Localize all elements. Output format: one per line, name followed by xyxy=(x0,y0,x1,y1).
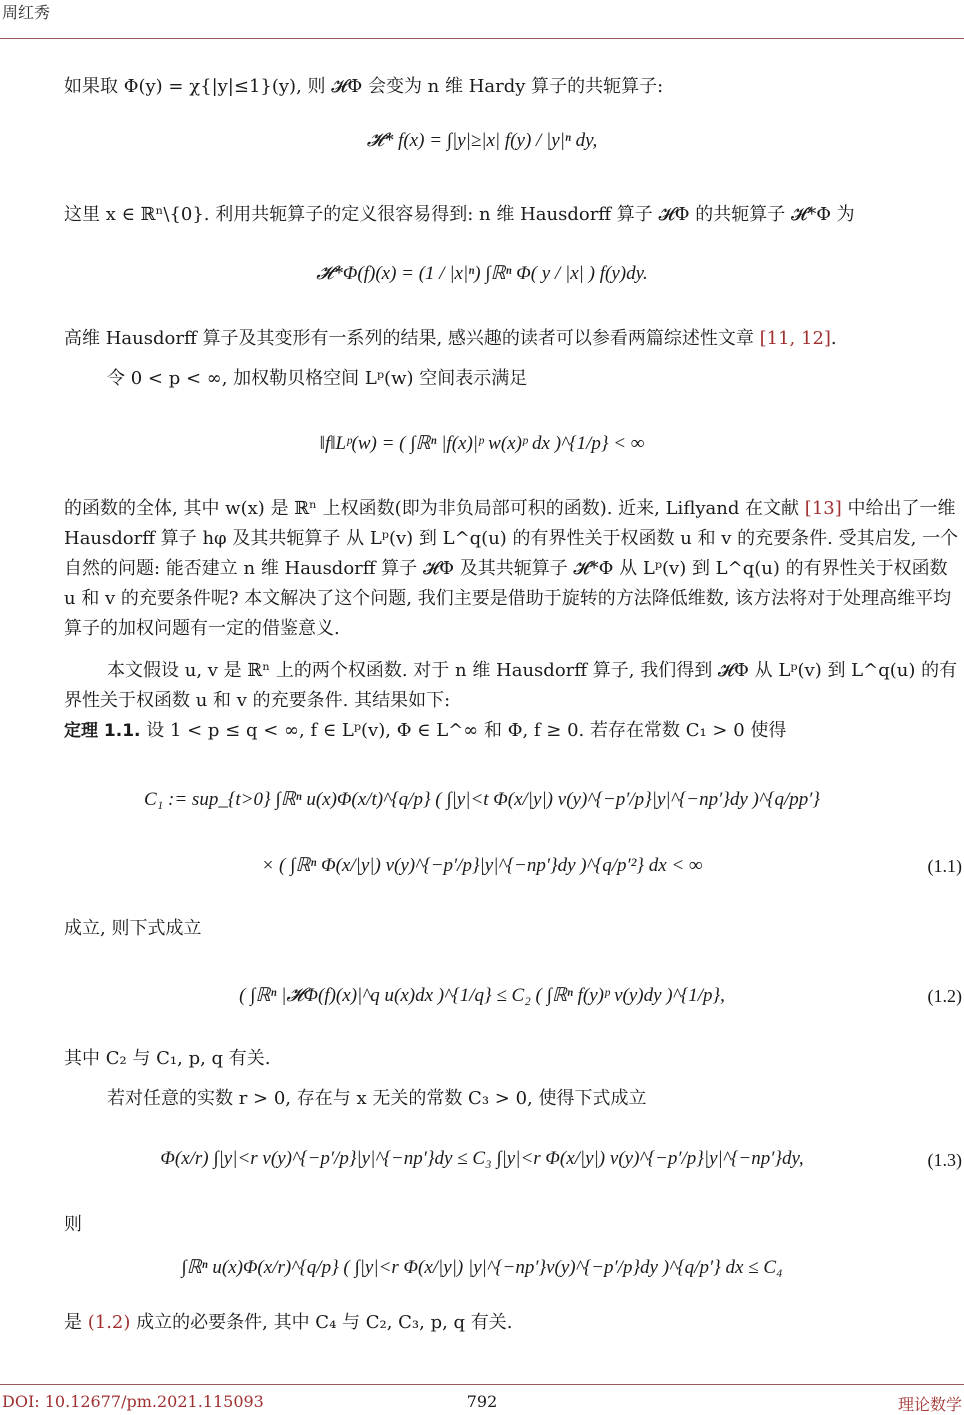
footer-journal-link[interactable]: 理论数学 xyxy=(897,1395,962,1414)
paragraph-liflyand xyxy=(64,494,964,644)
equation-number-1-3: (1.3) xyxy=(927,1150,962,1170)
header-rule xyxy=(0,38,964,39)
liflyand-text-b: 中给出了一维 Hausdorff 算子 hφ 及其共轭算子 从 Lᵖ(v) 到 L^q(u) 的有界性关于权函数 u 和 v 的充要条件. 受其启发, 一个自然的问题: 能否建立 n 维 Hausdorff 算子 𝓗Φ 及其共轭算子 𝓗*Φ 从 Lᵖ(v) 到 L^q(u) 的有界性关于权函数 u 和 v 的充要条件呢? 本文解决了这个问题, 我们主要是借助于旋转的方法降低维数, 该方法将对于处理高维平均算子的加权问题有一定的借鉴意义. xyxy=(64,498,959,639)
theorem-label: 定理 1.1. xyxy=(64,721,141,741)
paragraph-assumptions: 本文假设 u, v 是 ℝⁿ 上的两个权函数. 对于 n 维 Hausdorff 算子, 我们得到 𝓗Φ 从 Lᵖ(v) 到 L^q(u) 的有界性关于权函数 u 和 v 的充要条件. 其结果如下: xyxy=(64,660,958,711)
necessary-text-b: 成立的必要条件, 其中 C₄ 与 C₂, C₃, p, q 有关. xyxy=(130,1312,513,1333)
formula-adjoint-hardy: 𝓗* f(x) = ∫|y|≥|x| f(y) / |y|ⁿ dy, xyxy=(366,130,598,151)
citation-link-11-12[interactable]: [11, 12] xyxy=(759,328,831,349)
paragraph-necessary-condition xyxy=(64,1308,964,1338)
equation-link-1-2[interactable]: (1.2) xyxy=(87,1312,131,1333)
footer-doi-link[interactable]: DOI: 10.12677/pm.2021.115093 xyxy=(2,1392,264,1411)
theorem-1-1 xyxy=(64,716,964,746)
liflyand-text-a: 的函数的全体, 其中 w(x) 是 ℝⁿ 上权函数(即为非负局部可积的函数). 近来, Liflyand 在文献 xyxy=(64,498,805,519)
necessary-text-a: 是 xyxy=(64,1312,88,1333)
paragraph-weighted-space: 令 0 < p < ∞, 加权勒贝格空间 Lᵖ(w) 空间表示满足 xyxy=(107,368,528,389)
references-period: . xyxy=(830,328,837,349)
formula-necessary-c4: ∫ℝⁿ u(x)Φ(x/r)^{q/p} ( ∫|y|<r Φ(x/|y|) |y|^{−np′}v(y)^{−p′/p}dy )^{q/p′} dx ≤ C₄ xyxy=(181,1257,783,1278)
paragraph-adjoint-definition: 这里 x ∈ ℝⁿ\{0}. 利用共轭算子的定义很容易得到: n 维 Hausdorff 算子 𝓗Φ 的共轭算子 𝓗*Φ 为 xyxy=(64,204,855,225)
footer-page-number: 792 xyxy=(466,1392,498,1411)
paragraph-c2-depends: 其中 C₂ 与 C₁, p, q 有关. xyxy=(64,1048,271,1069)
paragraph-then: 则 xyxy=(64,1214,82,1235)
formula-adjoint-hausdorff: 𝓗*Φ(f)(x) = (1 / |x|ⁿ) ∫ℝⁿ Φ( y / |x| ) f(y)dy. xyxy=(316,263,648,284)
formula-c1-line1: C₁ := sup_{t>0} ∫ℝⁿ u(x)Φ(x/t)^{q/p} ( ∫|y|<t Φ(x/|y|) v(y)^{−p′/p}|y|^{−np′}dy )^{q/pp′} xyxy=(144,789,820,810)
paragraph-hardy-intro: 如果取 Φ(y) = χ{|y|≤1}(y), 则 𝓗Φ 会变为 n 维 Hardy 算子的共轭算子: xyxy=(64,76,664,97)
footer-rule xyxy=(0,1384,964,1385)
formula-c1-line2: × ( ∫ℝⁿ Φ(x/|y|) v(y)^{−p′/p}|y|^{−np′}dy )^{q/p′²} dx < ∞ xyxy=(261,855,703,876)
references-text: 高维 Hausdorff 算子及其变形有一系列的结果, 感兴趣的读者可以参看两篇综述性文章 xyxy=(64,328,760,349)
paragraph-then-holds: 成立, 则下式成立 xyxy=(64,918,202,939)
equation-number-1-1: (1.1) xyxy=(927,856,962,876)
theorem-statement: 设 1 < p ≤ q < ∞, f ∈ Lᵖ(v), Φ ∈ L^∞ 和 Φ, f ≥ 0. 若存在常数 C₁ > 0 使得 xyxy=(140,720,787,741)
paragraph-condition-c3: 若对任意的实数 r > 0, 存在与 x 无关的常数 C₃ > 0, 使得下式成立 xyxy=(107,1088,647,1109)
paragraph-references xyxy=(64,324,964,354)
running-header-author: 周红秀 xyxy=(2,3,51,22)
formula-boundedness: ( ∫ℝⁿ |𝓗Φ(f)(x)|^q u(x)dx )^{1/q} ≤ C₂ ( ∫ℝⁿ f(y)ᵖ v(y)dy )^{1/p}, xyxy=(239,985,725,1006)
formula-weighted-norm: ‖f‖Lᵖ(w) = ( ∫ℝⁿ |f(x)|ᵖ w(x)ᵖ dx )^{1/p} < ∞ xyxy=(319,433,645,454)
formula-condition-1-3: Φ(x/r) ∫|y|<r v(y)^{−p′/p}|y|^{−np′}dy ≤ C₃ ∫|y|<r Φ(x/|y|) v(y)^{−p′/p}|y|^{−np′}dy, xyxy=(160,1148,804,1169)
citation-link-13[interactable]: [13] xyxy=(804,498,842,519)
equation-number-1-2: (1.2) xyxy=(927,986,962,1006)
